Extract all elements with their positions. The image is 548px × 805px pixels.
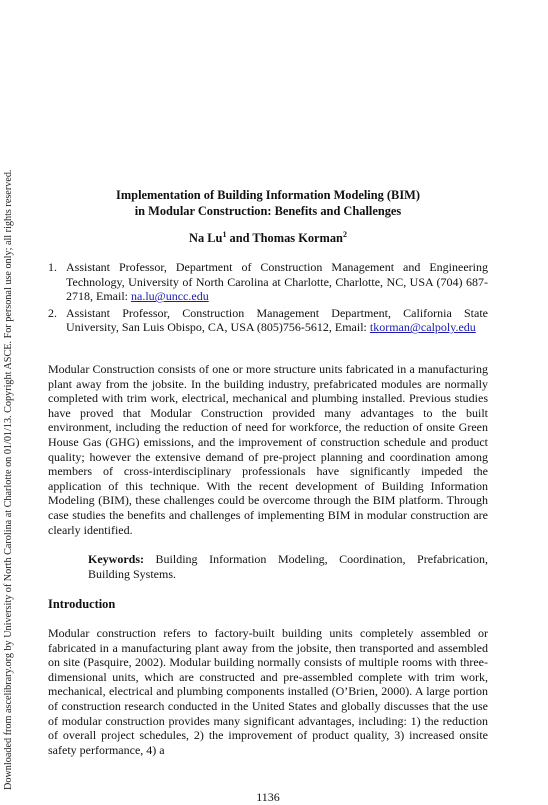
keywords-label: Keywords:: [88, 552, 144, 566]
keywords-text: Building Information Modeling, Coordination, Prefabrication, Building Systems.: [88, 552, 488, 581]
title-line-2: in Modular Construction: Benefits and Challenges: [134, 204, 402, 218]
author-conjunction: and: [226, 231, 253, 246]
author-line: [48, 230, 488, 246]
author-1-marker: 1: [222, 230, 227, 239]
author-2-marker: 2: [342, 230, 347, 239]
affiliation-1-number: 1.: [48, 260, 57, 274]
affiliation-1-email-link[interactable]: na.lu@uncc.edu: [131, 289, 209, 304]
title-line-1: Implementation of Building Information Modeling (BIM): [116, 188, 420, 202]
affiliation-2-text: Assistant Professor, Construction Management Department, California State University, San Luis Obispo, CA, USA (805)756-5612, Email:: [66, 305, 488, 335]
affiliation-2-email-link[interactable]: tkorman@calpoly.edu: [369, 320, 476, 335]
affiliation-list: [48, 260, 488, 337]
paper-title: [48, 187, 488, 219]
introduction-paragraph: Modular construction refers to factory-built building units completely assembled or fabricated in a manufacturing plant away from the jobsite, then transported and assembled on site (Pasquire, 2002). Modular building normally consists of multiple rooms with three-dimensional units, which are constructed and pre-assembled complete with trim work, mechanical, electrical and plumbing components installed (O’Brien, 2000). A large portion of construction research conducted in the United States and globally discusses that the use of modular construction provides many significant advantages, including: 1) the reduction of overall project schedules, 2) the improvement of product quality, 3) increased onsite safety performance, 4) a: [48, 626, 488, 757]
affiliation-1: [48, 260, 488, 304]
affiliation-2-number: 2.: [48, 305, 57, 320]
section-heading-introduction: Introduction: [48, 597, 116, 611]
page-number: 1136: [256, 790, 280, 804]
abstract: Modular Construction consists of one or more structure units fabricated in a manufacturing plant away from the jobsite. In the building industry, prefabricated modules are normally completed with trim work, electrical, mechanical and plumbing installed. Previous studies have proved that Modular Construction provided many advantages to the built environment, including the reduction of need for workforce, the reduction of onsite Green House Gas (GHG) emissions, and the improvement of construction schedule and product quality; however the extensive demand of pre-project planning and coordination among members of cross-interdisciplinary professionals have significantly impeded the application of this technique. With the recent development of Building Information Modeling (BIM), these challenges could be overcome through the BIM platform. Through case studies the benefits and challenges of implementing BIM in modular construction are clearly identified.: [48, 362, 488, 537]
author-2: Thomas Korman: [252, 231, 343, 246]
affiliation-2: [48, 306, 488, 335]
author-1: Na Lu: [189, 231, 223, 246]
keywords: [88, 552, 488, 581]
affiliation-1-text: Assistant Professor, Department of Construction Management and Engineering Technology, University of North Carolina at Charlotte, Charlotte, NC, USA (704) 687-2718, Email:: [66, 260, 488, 304]
download-notice: Downloaded from ascelibrary.org by University of North Carolina at Charlotte on 01/01/13. Copyright ASCE. For personal use only; all rights reserved.: [3, 169, 14, 790]
